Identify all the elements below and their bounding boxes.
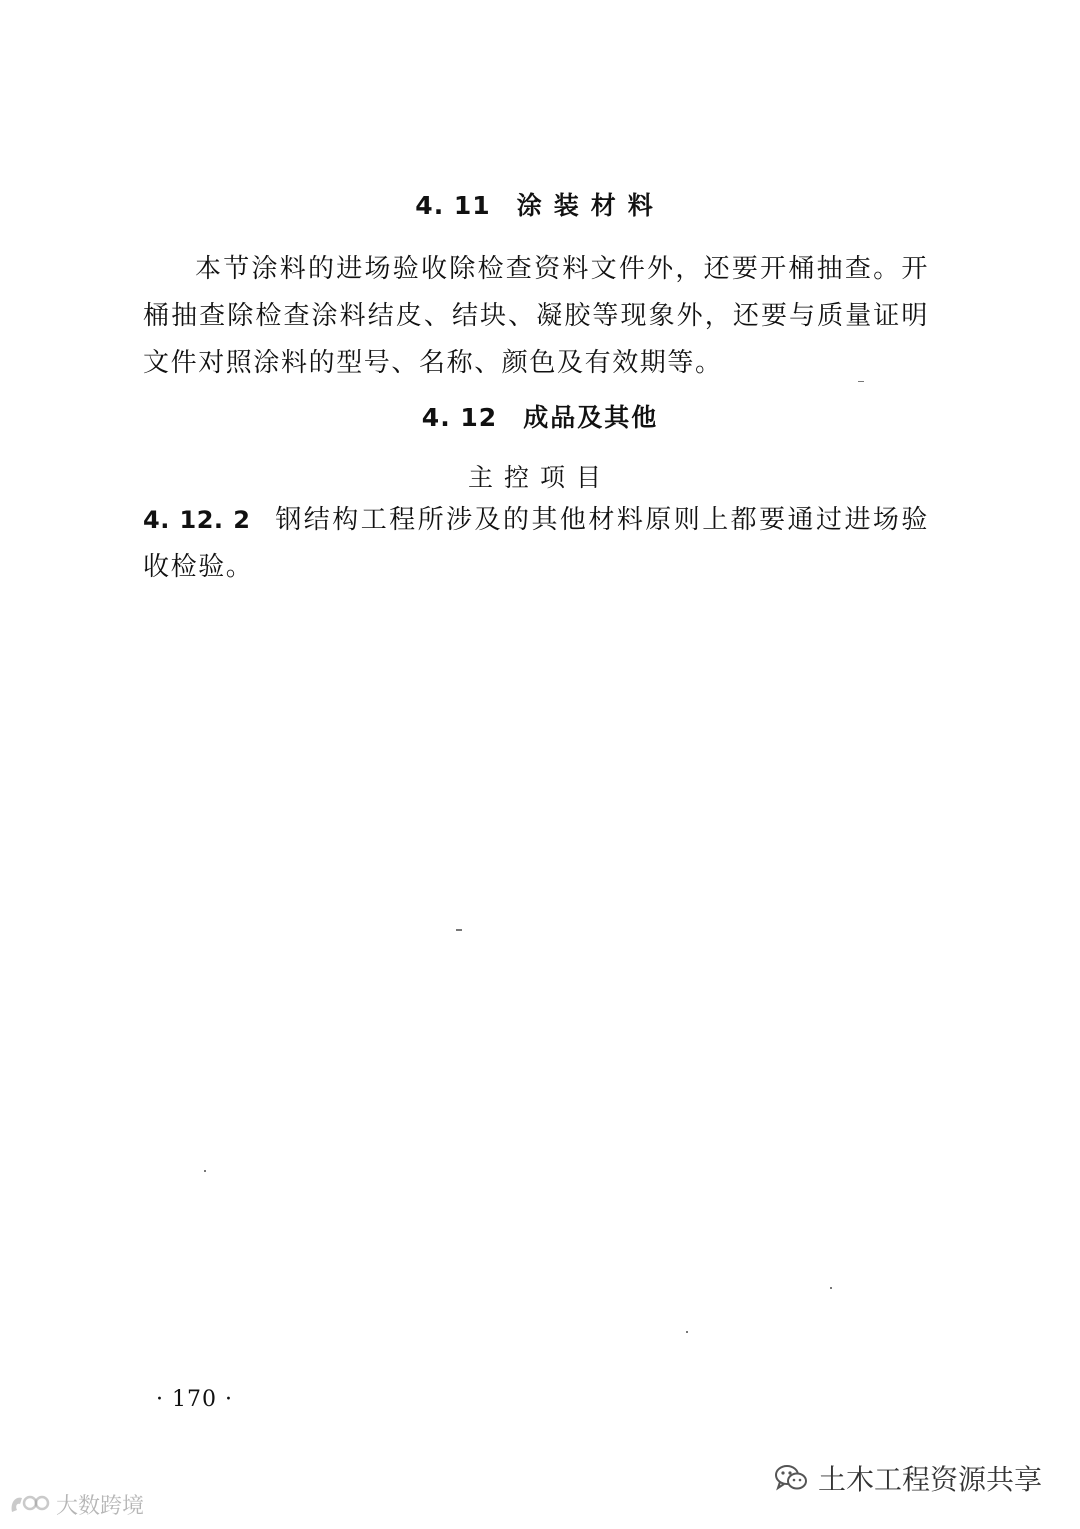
watermark-left [8,1489,144,1520]
subheading-main-control-items: 主控项目 [467,463,612,492]
clause-paragraph [143,497,929,591]
page-number: · 170 · [156,1387,233,1412]
scan-speck [686,1331,688,1333]
clause-number: 4. 12. 2 [143,506,251,534]
wechat-icon [774,1463,808,1493]
scan-speck [858,381,864,382]
section-heading-4-12 [0,398,1080,434]
watermark-right [774,1458,1042,1498]
section-title: 涂装材料 [516,191,665,220]
body-paragraph: 本节涂料的进场验收除检查资料文件外，还要开桶抽查。开桶抽查除检查涂料结皮、结块、凝胶等现象外，还要与质量证明文件对照涂料的型号、名称、颜色及有效期等。 [143,254,929,378]
watermark-left-text: 大数跨境 [56,1494,145,1519]
section-heading-4-11 [0,186,1080,222]
scan-speck [204,1170,206,1172]
scan-speck [456,929,462,931]
clause-text: 钢结构工程所涉及的其他材料原则上都要通过进场验收检验。 [143,505,929,582]
section-title: 成品及其他 [523,403,659,432]
brand-logo-icon [8,1492,52,1518]
watermark-right-text: 土木工程资源共享 [817,1463,1042,1496]
section-number: 4. 11 [415,191,491,220]
scan-speck [830,1287,832,1289]
section-number: 4. 12 [421,403,498,432]
